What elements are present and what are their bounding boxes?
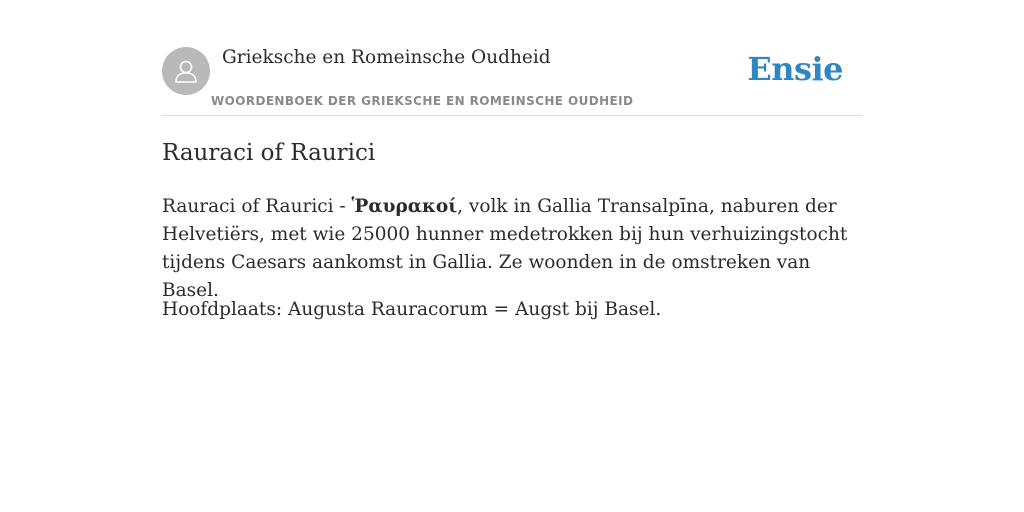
entry-body-suffix: , volk in Gallia Transalpīna, naburen der Helvetiërs, met wie 25000 hunner medetrokken bij hun verhuizingstocht tijdens Caesars aankomst in Gallia. Ze woonden in de omstreken van Basel. — [162, 196, 848, 301]
source-header — [162, 46, 862, 116]
user-icon — [172, 57, 200, 85]
page-title: Rauraci of Raurici — [162, 140, 376, 166]
entry-body-greek: Ῥαυρακοί — [351, 196, 458, 217]
source-avatar[interactable] — [162, 47, 210, 95]
entry-body-prefix: Rauraci of Raurici - — [162, 196, 352, 217]
source-subtitle: WOORDENBOEK DER GRIEKSCHE EN ROMEINSCHE OUDHEID — [211, 94, 634, 108]
entry-note: Hoofdplaats: Augusta Rauracorum = Augst bij Basel. — [162, 299, 662, 320]
entry-body — [162, 193, 862, 305]
source-title[interactable]: Grieksche en Romeinsche Oudheid — [222, 47, 551, 68]
ensie-logo[interactable]: Ensie — [747, 50, 843, 88]
